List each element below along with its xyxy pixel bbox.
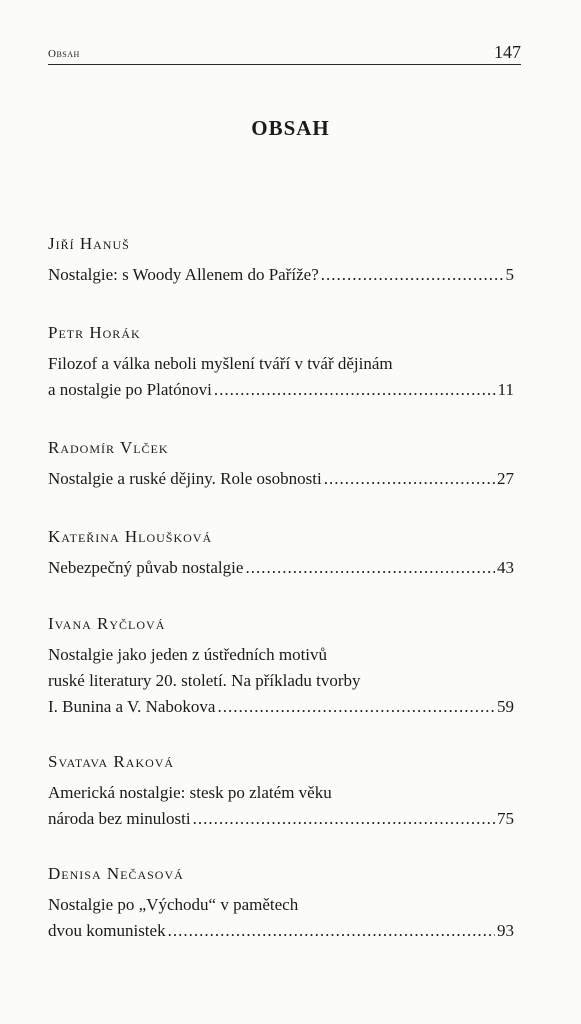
dot-leader	[214, 377, 496, 403]
dot-leader	[193, 806, 495, 832]
entry-author: Jiří Hanuš	[48, 234, 130, 253]
entry-page: 93	[497, 921, 514, 940]
toc-line	[48, 377, 514, 403]
entry-title-line: Nostalgie jako jeden z ústředních motivů	[48, 645, 328, 664]
toc-entry	[48, 526, 514, 581]
entry-author: Ivana Ryčlová	[48, 614, 166, 633]
toc-line	[48, 555, 514, 581]
entry-author: Denisa Nečasová	[48, 864, 184, 883]
dot-leader	[217, 694, 495, 720]
entry-title-line: ruské literatury 20. století. Na příkladu tvorby	[48, 671, 361, 690]
entry-page: 5	[505, 265, 514, 284]
entry-author: Kateřina Hloušková	[48, 527, 213, 546]
dot-leader	[245, 555, 495, 581]
entry-page: 43	[497, 558, 514, 577]
entry-page: 11	[497, 380, 514, 399]
entry-author: Radomír Vlček	[48, 438, 169, 457]
dot-leader	[321, 262, 504, 288]
running-head-title: Obsah	[48, 48, 80, 60]
entry-title: Nebezpečný půvab nostalgie	[48, 558, 244, 577]
toc-line	[48, 262, 514, 288]
entry-page: 27	[497, 469, 514, 488]
toc-line	[48, 918, 514, 944]
entry-page: 59	[497, 697, 514, 716]
entry-title-line: Americká nostalgie: stesk po zlatém věku	[48, 783, 332, 802]
toc-line	[48, 694, 514, 720]
toc-line	[48, 806, 514, 832]
toc-entry	[48, 751, 514, 832]
dot-leader	[324, 466, 495, 492]
toc-entry	[48, 613, 514, 720]
entry-author: Petr Horák	[48, 323, 141, 342]
entry-title: Nostalgie: s Woody Allenem do Paříže?	[48, 265, 319, 284]
entry-title: národa bez minulosti	[48, 809, 191, 828]
entry-author: Svatava Raková	[48, 752, 175, 771]
entry-title: I. Bunina a V. Nabokova	[48, 697, 216, 716]
entry-title-line: Nostalgie po „Východu“ v pamětech	[48, 895, 299, 914]
running-header	[48, 38, 521, 65]
entry-title: a nostalgie po Platónovi	[48, 380, 212, 399]
toc-entry	[48, 322, 514, 403]
toc-entry	[48, 863, 514, 944]
toc-line	[48, 466, 514, 492]
entry-title-line: Filozof a válka neboli myšlení tváří v tvář dějinám	[48, 354, 393, 373]
entry-title: Nostalgie a ruské dějiny. Role osobnosti	[48, 469, 322, 488]
entry-title: dvou komunistek	[48, 921, 166, 940]
page-number: 147	[494, 42, 521, 62]
entry-page: 75	[497, 809, 514, 828]
dot-leader	[168, 918, 495, 944]
toc-entry	[48, 437, 514, 492]
toc-entry	[48, 233, 514, 288]
page-title: OBSAH	[251, 116, 330, 140]
